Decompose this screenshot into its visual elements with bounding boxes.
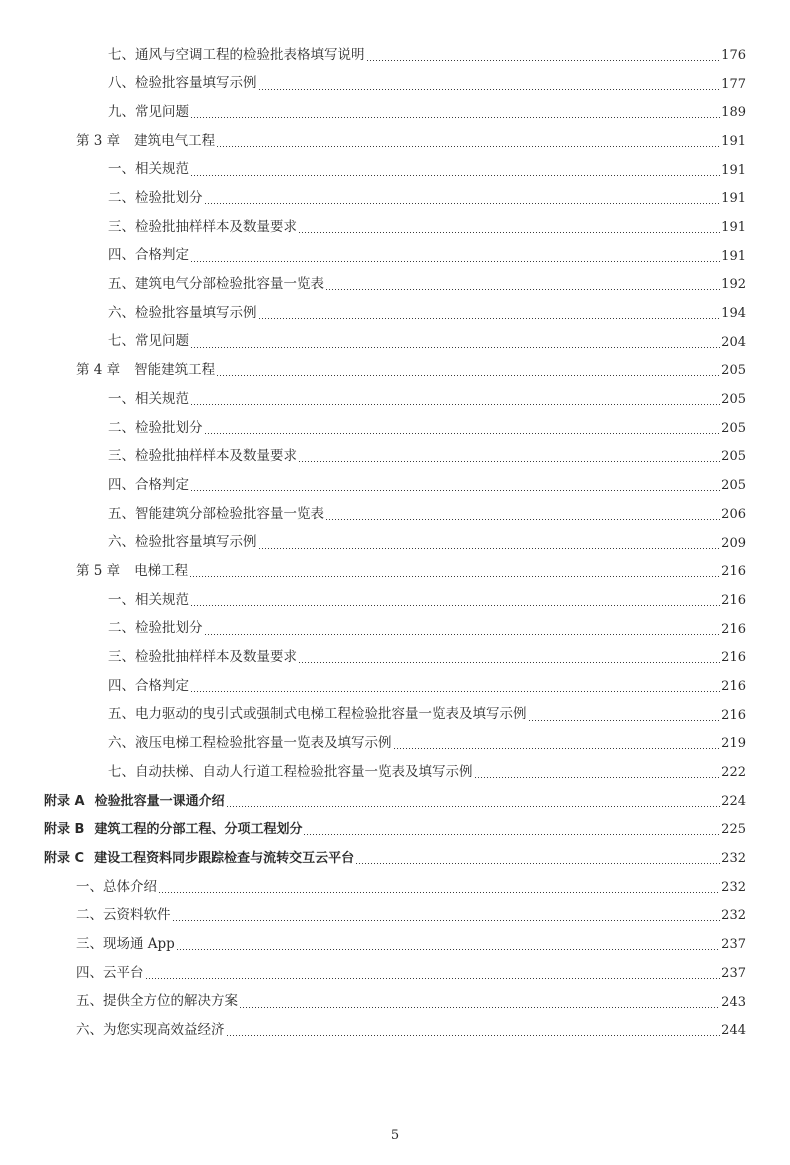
toc-entry-appsection[interactable] — [0, 873, 790, 902]
toc-entry-page: 209 — [721, 535, 746, 551]
toc-entry-page: 191 — [721, 133, 746, 149]
toc-entry-title: 一、相关规范 — [108, 390, 189, 407]
toc-entry-title: 二、检验批划分 — [108, 419, 203, 436]
dot-leader — [190, 347, 720, 348]
toc-entry-section[interactable] — [0, 414, 790, 443]
toc-entry-page: 216 — [721, 678, 746, 694]
toc-entry-label — [108, 163, 189, 177]
toc-entry-label — [108, 651, 297, 665]
toc-entry-page: 216 — [721, 621, 746, 637]
toc-entry-title: 电梯工程 — [134, 562, 189, 579]
toc-entry-title: 四、合格判定 — [108, 677, 189, 694]
toc-entry-section[interactable] — [0, 184, 790, 213]
toc-entry-section[interactable] — [0, 471, 790, 500]
toc-entry-label — [76, 1021, 225, 1038]
toc-entry-title: 一、相关规范 — [108, 161, 189, 178]
toc-entry-appsection[interactable] — [0, 930, 790, 959]
toc-entry-title: 三、检验批抽样样本及数量要求 — [108, 649, 297, 666]
toc-entry-title: 五、提供全方位的解决方案 — [76, 993, 238, 1010]
toc-entry-page: 222 — [721, 765, 746, 781]
toc-entry-label — [108, 103, 189, 120]
toc-entry-page: 232 — [721, 851, 746, 867]
toc-entry-appsection[interactable] — [0, 1016, 790, 1045]
toc-entry-title: 三、检验批抽样样本及数量要求 — [108, 448, 297, 465]
dot-leader — [325, 289, 720, 290]
dot-leader — [258, 89, 721, 90]
toc-entry-title: 三、现场通 App — [76, 935, 175, 952]
toc-entry-title: 三、检验批抽样样本及数量要求 — [108, 218, 297, 235]
dot-leader — [190, 691, 720, 692]
toc-entry-page: 216 — [721, 564, 746, 580]
toc-entry-label — [108, 536, 257, 550]
toc-entry-section[interactable] — [0, 500, 790, 529]
toc-entry-title: 二、检验批划分 — [108, 620, 203, 637]
dot-leader — [258, 318, 721, 319]
toc-entry-chapter[interactable] — [0, 127, 790, 156]
toc-entry-page: 204 — [721, 334, 746, 350]
toc-entry-title: 八、检验批容量填写示例 — [108, 75, 257, 92]
toc-entry-title: 九、常见问题 — [108, 103, 189, 120]
toc-entry-label — [108, 335, 189, 349]
toc-entry-page: 225 — [721, 822, 746, 838]
toc-entry-label — [76, 964, 144, 981]
toc-entry-page: 237 — [721, 937, 746, 953]
dot-leader — [239, 1007, 720, 1008]
toc-entry-title: 四、合格判定 — [108, 247, 189, 264]
dot-leader — [190, 490, 720, 491]
dot-leader — [298, 662, 720, 663]
toc-entry-section[interactable] — [0, 242, 790, 271]
toc-entry-section[interactable] — [0, 299, 790, 328]
toc-entry-page: 232 — [721, 879, 746, 895]
dot-leader — [145, 978, 721, 979]
toc-entry-title: 一、相关规范 — [108, 591, 189, 608]
toc-entry-page: 205 — [721, 392, 746, 408]
dot-leader — [204, 433, 721, 434]
toc-entry-section[interactable] — [0, 672, 790, 701]
toc-entry-label — [108, 419, 203, 436]
toc-entry-page: 216 — [721, 650, 746, 666]
toc-entry-page: 192 — [721, 277, 746, 293]
toc-entry-label — [108, 677, 189, 694]
toc-entry-page: 191 — [721, 162, 746, 178]
chapter-number: 第 3 章 — [76, 132, 121, 149]
dot-leader — [216, 375, 720, 376]
toc-entry-title: 检验批容量一课通介绍 — [94, 793, 225, 809]
toc-entry-title: 七、常见问题 — [108, 333, 189, 350]
toc-entry-page: 232 — [721, 908, 746, 924]
toc-entry-page: 189 — [721, 105, 746, 121]
page-number: 5 — [390, 1128, 400, 1143]
dot-leader — [226, 1035, 721, 1036]
dot-leader — [298, 461, 720, 462]
toc-entry-section[interactable] — [0, 385, 790, 414]
toc-entry-label — [108, 708, 527, 722]
toc-entry-label — [108, 450, 297, 464]
dot-leader — [189, 576, 720, 577]
toc-entry-section[interactable] — [0, 328, 790, 357]
dot-leader — [258, 548, 721, 549]
toc-entry-section[interactable] — [0, 70, 790, 99]
table-of-contents — [0, 41, 790, 1045]
toc-entry-title: 建设工程资料同步跟踪检查与流转交互云平台 — [94, 851, 355, 867]
toc-entry-section[interactable] — [0, 701, 790, 730]
toc-entry-page: 216 — [721, 707, 746, 723]
toc-entry-page: 244 — [721, 1023, 746, 1039]
toc-entry-appendix[interactable] — [0, 787, 790, 816]
toc-entry-label — [108, 192, 203, 206]
dot-leader — [298, 232, 720, 233]
dot-leader — [474, 777, 721, 778]
toc-entry-title: 五、智能建筑分部检验批容量一览表 — [108, 505, 324, 522]
toc-entry-page: 205 — [721, 420, 746, 436]
toc-entry-section[interactable] — [0, 615, 790, 644]
toc-entry-chapter[interactable] — [0, 357, 790, 386]
toc-entry-title: 四、云平台 — [76, 964, 144, 981]
dot-leader — [393, 748, 721, 749]
toc-entry-label — [108, 249, 189, 263]
toc-entry-title: 建筑电气工程 — [134, 132, 216, 149]
dot-leader — [226, 806, 721, 807]
toc-entry-chapter[interactable] — [0, 557, 790, 586]
toc-entry-page: 237 — [721, 965, 746, 981]
toc-entry-title: 六、检验批容量填写示例 — [108, 534, 257, 551]
toc-entry-label — [108, 763, 473, 780]
toc-entry-title: 六、检验批容量填写示例 — [108, 304, 257, 321]
toc-entry-title: 五、电力驱动的曳引式或强制式电梯工程检验批容量一览表及填写示例 — [108, 706, 527, 723]
toc-entry-appsection[interactable] — [0, 988, 790, 1017]
toc-entry-label — [76, 878, 157, 895]
toc-entry-page: 191 — [721, 248, 746, 264]
dot-leader — [325, 519, 720, 520]
toc-entry-label — [108, 390, 189, 407]
toc-entry-label — [76, 562, 189, 579]
toc-entry-page: 224 — [721, 793, 746, 809]
toc-entry-label — [108, 622, 203, 636]
toc-entry-appendix[interactable] — [0, 816, 790, 845]
toc-entry-page: 219 — [721, 736, 746, 752]
toc-entry-section[interactable] — [0, 156, 790, 185]
appendix-number: 附录 C — [44, 851, 85, 867]
toc-entry-label — [108, 218, 297, 235]
chapter-number: 第 4 章 — [76, 362, 121, 379]
toc-entry-label — [76, 935, 175, 952]
toc-entry-title: 二、检验批划分 — [108, 190, 203, 207]
toc-entry-appsection[interactable] — [0, 902, 790, 931]
toc-entry-page: 205 — [721, 363, 746, 379]
dot-leader — [204, 203, 721, 204]
toc-entry-label — [108, 476, 189, 493]
toc-entry-label — [44, 852, 354, 865]
toc-entry-page: 176 — [721, 47, 746, 63]
toc-entry-section[interactable] — [0, 41, 790, 70]
toc-entry-label — [76, 364, 215, 378]
toc-entry-page: 206 — [721, 506, 746, 522]
dot-leader — [216, 146, 720, 147]
dot-leader — [528, 720, 721, 721]
dot-leader — [355, 863, 720, 864]
toc-entry-title: 四、合格判定 — [108, 476, 189, 493]
dot-leader — [190, 605, 720, 606]
dot-leader — [204, 634, 721, 635]
toc-entry-title: 六、液压电梯工程检验批容量一览表及填写示例 — [108, 735, 392, 752]
dot-leader — [366, 60, 721, 61]
toc-entry-section[interactable] — [0, 98, 790, 127]
toc-entry-title: 六、为您实现高效益经济 — [76, 1021, 225, 1038]
toc-entry-section[interactable] — [0, 586, 790, 615]
dot-leader — [190, 261, 720, 262]
dot-leader — [190, 117, 720, 118]
toc-entry-appsection[interactable] — [0, 959, 790, 988]
toc-entry-section[interactable] — [0, 213, 790, 242]
toc-entry-appendix[interactable] — [0, 844, 790, 873]
chapter-number: 第 5 章 — [76, 562, 121, 579]
toc-entry-title: 五、建筑电气分部检验批容量一览表 — [108, 276, 324, 293]
toc-entry-label — [108, 505, 324, 522]
toc-entry-label — [44, 823, 302, 836]
dot-leader — [303, 834, 720, 835]
toc-entry-section[interactable] — [0, 730, 790, 759]
toc-entry-label — [76, 909, 171, 923]
toc-entry-page: 191 — [721, 191, 746, 207]
dot-leader — [190, 175, 720, 176]
toc-entry-label — [44, 795, 225, 808]
toc-entry-section[interactable] — [0, 529, 790, 558]
toc-entry-section[interactable] — [0, 443, 790, 472]
toc-entry-title: 二、云资料软件 — [76, 907, 171, 924]
dot-leader — [176, 949, 720, 950]
toc-entry-page: 205 — [721, 449, 746, 465]
toc-entry-page: 243 — [721, 994, 746, 1010]
dot-leader — [158, 892, 720, 893]
dot-leader — [172, 920, 721, 921]
toc-entry-label — [76, 995, 238, 1009]
toc-entry-label — [76, 132, 216, 149]
toc-entry-page: 205 — [721, 478, 746, 494]
toc-entry-page: 216 — [721, 592, 746, 608]
toc-entry-label — [108, 737, 392, 751]
toc-entry-title: 智能建筑工程 — [134, 362, 216, 379]
toc-entry-title: 建筑工程的分部工程、分项工程划分 — [94, 822, 303, 838]
toc-entry-page: 191 — [721, 219, 746, 235]
toc-entry-label — [108, 77, 257, 91]
toc-entry-section[interactable] — [0, 271, 790, 300]
toc-entry-label — [108, 304, 257, 321]
toc-entry-page: 194 — [721, 306, 746, 322]
dot-leader — [190, 404, 720, 405]
toc-entry-label — [108, 591, 189, 608]
toc-entry-title: 七、自动扶梯、自动人行道工程检验批容量一览表及填写示例 — [108, 763, 473, 780]
toc-entry-title: 七、通风与空调工程的检验批表格填写说明 — [108, 46, 365, 63]
toc-entry-title: 一、总体介绍 — [76, 878, 157, 895]
toc-entry-label — [108, 46, 365, 63]
appendix-number: 附录 A — [44, 793, 85, 809]
toc-entry-page: 177 — [721, 76, 746, 92]
appendix-number: 附录 B — [44, 822, 85, 838]
toc-entry-section[interactable] — [0, 758, 790, 787]
toc-entry-section[interactable] — [0, 643, 790, 672]
toc-entry-label — [108, 278, 324, 292]
